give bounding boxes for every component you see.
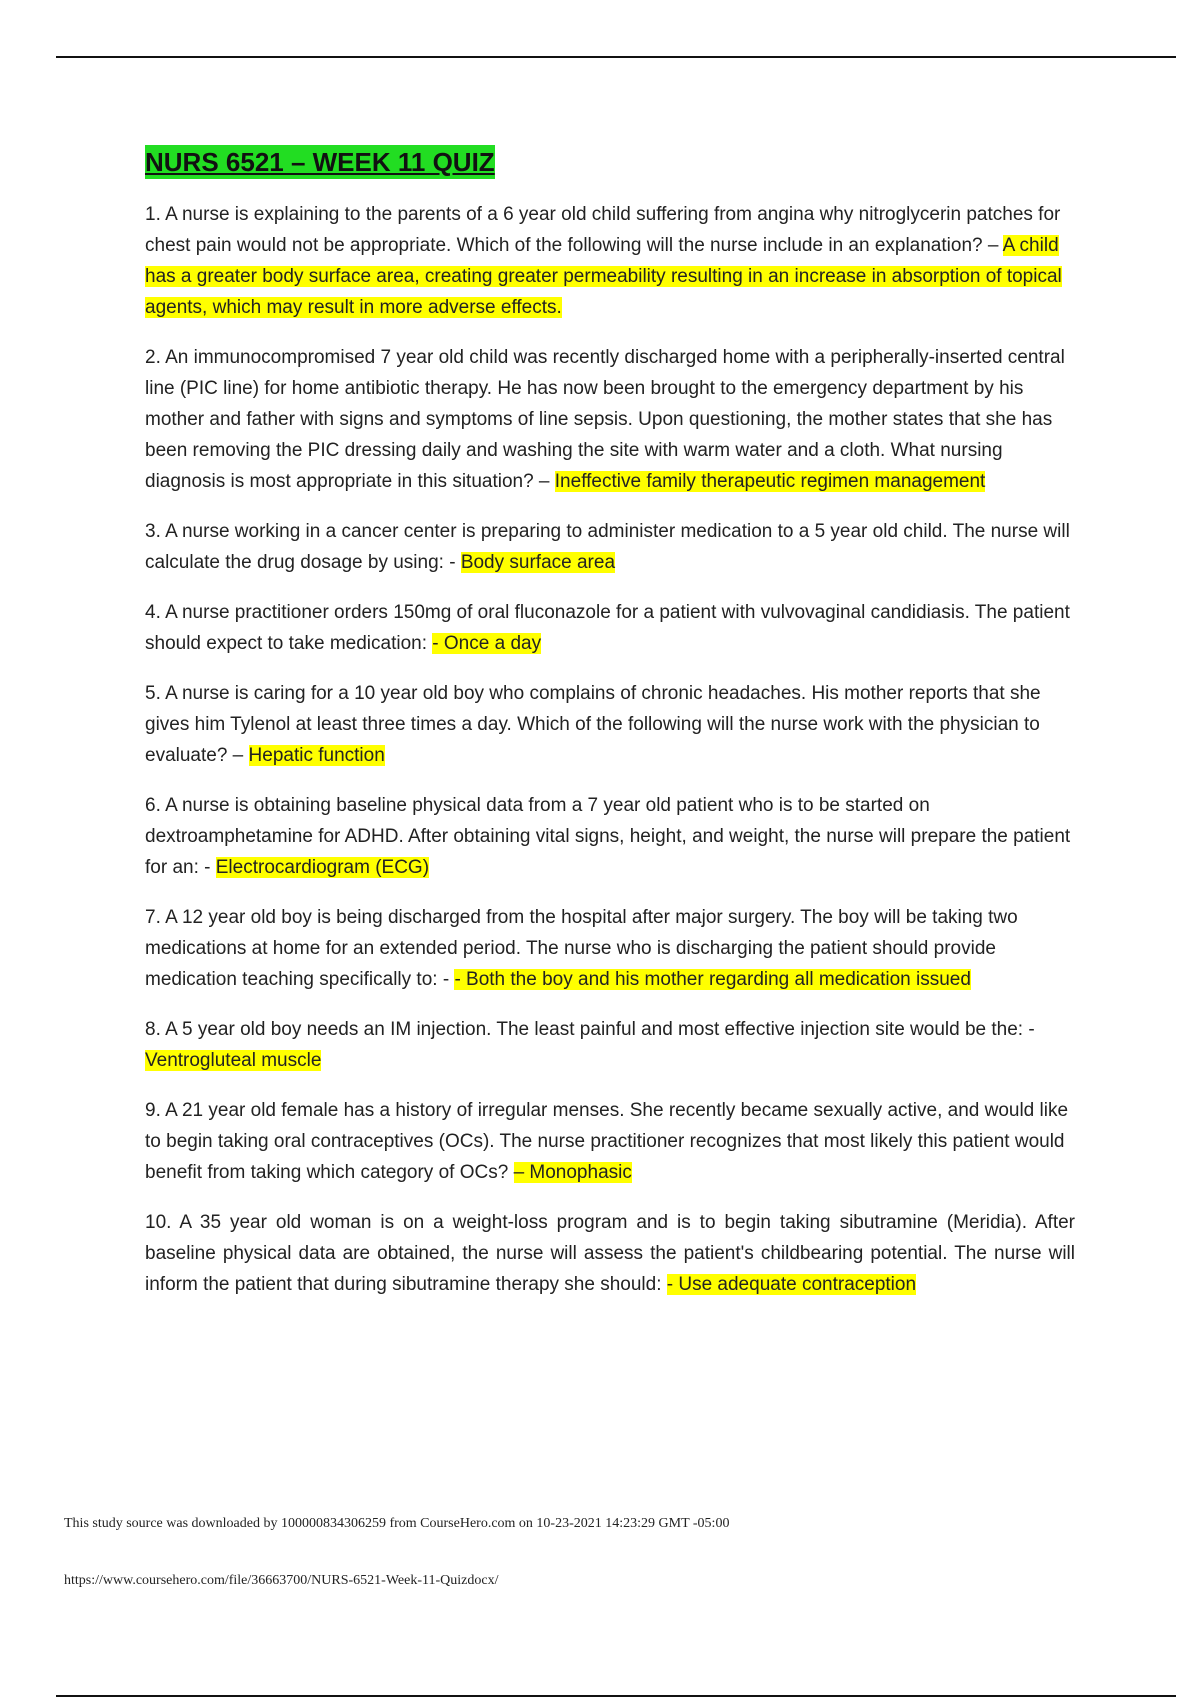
- answer-highlight: – Monophasic: [513, 1162, 632, 1183]
- question-text: 6. A nurse is obtaining baseline physical data from a 7 year old patient who is to be started on dextroamphetamine for ADHD. After obtaining vital signs, height, and weight, the nurse will prepare the patient for an: -: [145, 795, 1071, 878]
- answer-highlight: Electrocardiogram (ECG): [215, 857, 430, 878]
- answer-highlight: - Use adequate contraception: [666, 1274, 917, 1295]
- top-rule: [56, 56, 1176, 58]
- question-text: 2. An immunocompromised 7 year old child was recently discharged home with a peripherally-inserted central line (PIC line) for home antibiotic therapy. He has now been brought to the emergency department by his mother and father with signs and symptoms of line sepsis. Upon questioning, the mother states that she has been removing the PIC dressing daily and washing the site with warm water and a cloth. What nursing diagnosis is most appropriate in this situation? –: [145, 347, 1065, 492]
- question-text: 1. A nurse is explaining to the parents of a 6 year old child suffering from angina why nitroglycerin patches for chest pain would not be appropriate. Which of the following will the nurse include in an explanation? –: [145, 204, 1061, 256]
- question-text: 5. A nurse is caring for a 10 year old boy who complains of chronic headaches. His mother reports that she gives him Tylenol at least three times a day. Which of the following will the nurse work with the physician to evaluate? –: [145, 683, 1041, 766]
- document-body: [145, 145, 1075, 1319]
- question-text: 9. A 21 year old female has a history of irregular menses. She recently became sexually active, and would like to begin taking oral contraceptives (OCs). The nurse practitioner recognizes that most likely this patient would benefit from taking which category of OCs?: [145, 1100, 1069, 1183]
- question-3: [145, 516, 1075, 578]
- download-source-note: This study source was downloaded by 100000834306259 from CourseHero.com on 10-23-2021 14:23:29 GMT -05:00: [64, 1516, 730, 1531]
- question-7: [145, 902, 1075, 995]
- question-2: [145, 342, 1075, 497]
- question-4: [145, 597, 1075, 659]
- bottom-rule: [56, 1695, 1176, 1697]
- question-10: [145, 1207, 1075, 1300]
- source-url-text: https://www.coursehero.com/file/36663700/NURS-6521-Week-11-Quizdocx/: [64, 1573, 499, 1588]
- question-5: [145, 678, 1075, 771]
- answer-highlight: - Once a day: [432, 633, 542, 654]
- answer-highlight: Body surface area: [460, 552, 616, 573]
- question-text: 10. A 35 year old woman is on a weight-loss program and is to begin taking sibutramine (Meridia). After baseline physical data are obtained, the nurse will assess the patient's childbearing potential. The nurse will inform the patient that during sibutramine therapy she should:: [145, 1212, 1075, 1295]
- page-title: NURS 6521 – WEEK 11 QUIZ: [145, 147, 495, 177]
- question-8: [145, 1014, 1075, 1076]
- answer-highlight: Ventrogluteal muscle: [145, 1050, 322, 1071]
- question-1: [145, 199, 1075, 323]
- question-text: 7. A 12 year old boy is being discharged from the hospital after major surgery. The boy will be taking two medications at home for an extended period. The nurse who is discharging the patient should provide medication teaching specifically to: -: [145, 907, 1018, 990]
- question-text: 8. A 5 year old boy needs an IM injection. The least painful and most effective injection site would be the: -: [145, 1019, 1035, 1040]
- question-9: [145, 1095, 1075, 1188]
- answer-highlight: Hepatic function: [248, 745, 385, 766]
- question-text: 4. A nurse practitioner orders 150mg of oral fluconazole for a patient with vulvovaginal candidiasis. The patient should expect to take medication:: [145, 602, 1070, 654]
- answer-highlight: Ineffective family therapeutic regimen management: [554, 471, 986, 492]
- answer-highlight: - Both the boy and his mother regarding all medication issued: [454, 969, 971, 990]
- question-6: [145, 790, 1075, 883]
- answer-highlight: A child has a greater body surface area, creating greater permeability resulting in an increase in absorption of topical agents, which may result in more adverse effects.: [145, 235, 1062, 318]
- question-text: 3. A nurse working in a cancer center is preparing to administer medication to a 5 year old child. The nurse will calculate the drug dosage by using: -: [145, 521, 1070, 573]
